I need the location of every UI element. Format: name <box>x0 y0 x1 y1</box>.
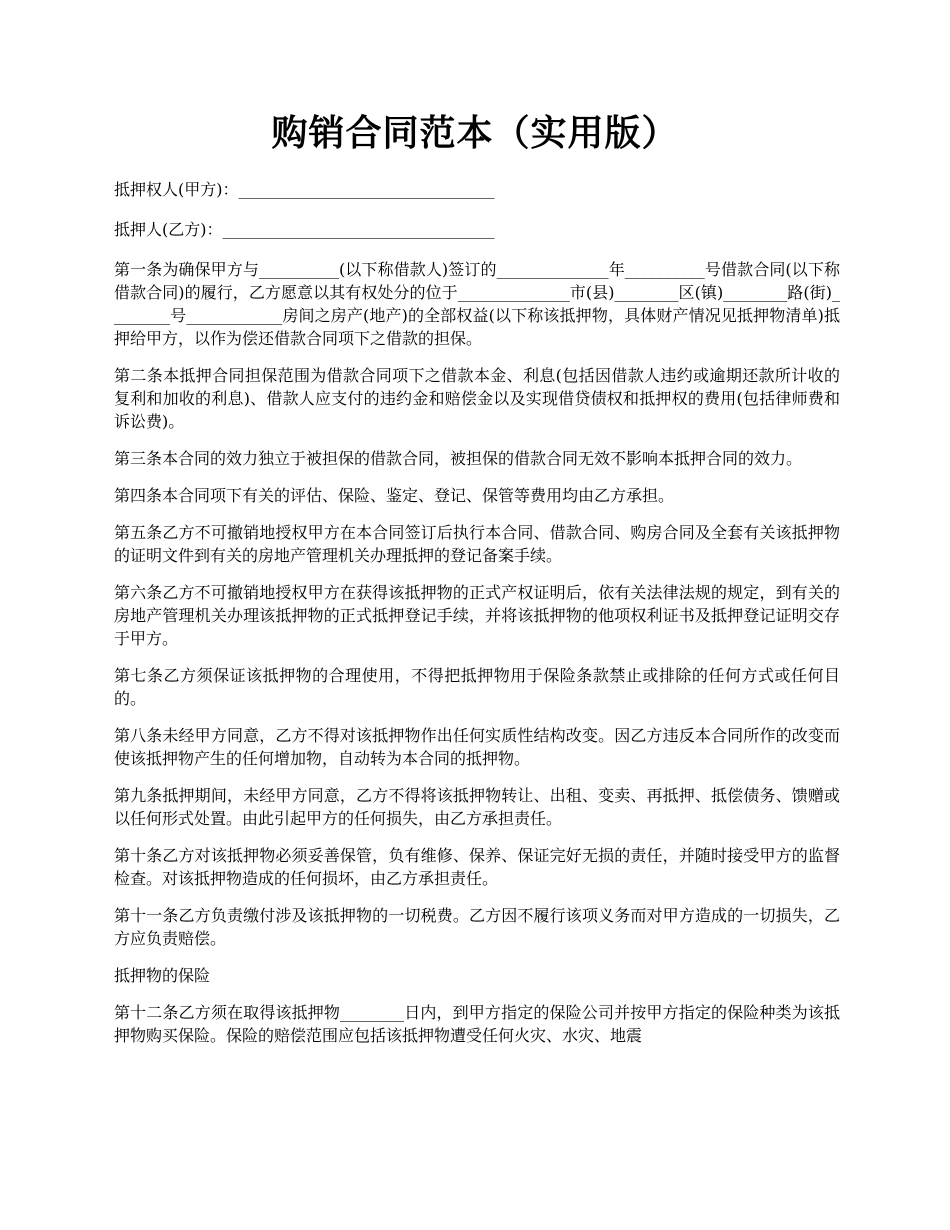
article-11: 第十一条乙方负责缴付涉及该抵押物的一切税费。乙方因不履行该项义务而对甲方造成的一切损失，乙方应负责赔偿。 <box>114 906 840 948</box>
article-10: 第十条乙方对该抵押物必须妥善保管，负有维修、保养、保证完好无损的责任，并随时接受甲方的监督检查。对该抵押物造成的任何损坏，由乙方承担责任。 <box>114 846 840 888</box>
article-7: 第七条乙方须保证该抵押物的合理使用，不得把抵押物用于保险条款禁止或排除的任何方式或任何目的。 <box>114 666 840 708</box>
article-6: 第六条乙方不可撤销地授权甲方在获得该抵押物的正式产权证明后，依有关法律法规的规定，到有关的房地产管理机关办理该抵押物的正式抵押登记手续，并将该抵押物的他项权利证书及抵押登记证明交存于甲方。 <box>114 583 840 648</box>
article-2: 第二条本抵押合同担保范围为借款合同项下之借款本金、利息(包括因借款人违约或逾期还款所计收的复利和加收的利息)、借款人应支付的违约金和赔偿金以及实现借贷债权和抵押权的费用(包括律师费和诉讼费)。 <box>114 366 840 431</box>
article-9: 第九条抵押期间，未经甲方同意，乙方不得将该抵押物转让、出租、变卖、再抵押、抵偿债务、馈赠或以任何形式处置。由此引起甲方的任何损失，由乙方承担责任。 <box>114 786 840 828</box>
article-5: 第五条乙方不可撤销地授权甲方在本合同签订后执行本合同、借款合同、购房合同及全套有关该抵押物的证明文件到有关的房地产管理机关办理抵押的登记备案手续。 <box>114 523 840 565</box>
mortgagor-line: 抵押人(乙方)：__________________________________ <box>114 220 495 239</box>
document-body <box>114 178 840 1061</box>
mortgagee-line: 抵押权人(甲方)：________________________________ <box>114 180 495 199</box>
section-heading-insurance: 抵押物的保险 <box>114 966 211 985</box>
article-4: 第四条本合同项下有关的评估、保险、鉴定、登记、保管等费用均由乙方承担。 <box>114 486 675 505</box>
article-8: 第八条未经甲方同意，乙方不得对该抵押物作出任何实质性结构改变。因乙方违反本合同所作的改变而使该抵押物产生的任何增加物，自动转为本合同的抵押物。 <box>114 726 840 768</box>
document-title: 购销合同范本（实用版） <box>271 113 679 154</box>
article-12: 第十二条乙方须在取得该抵押物________日内，到甲方指定的保险公司并按甲方指定的保险种类为该抵押物购买保险。保险的赔偿范围应包括该抵押物遭受任何火灾、水灾、地震 <box>114 1003 840 1045</box>
article-1: 第一条为确保甲方与__________(以下称借款人)签订的______________年__________号借款合同(以下称借款合同)的履行，乙方愿意以其有权处分的位于______________市(县)________区(镇)________路(街)________号____________房间之房产(地产)的全部权益(以下称该抵押物，具体财产情况见抵押物清单)抵押给甲方，以作为偿还借款合同项下之借款的担保。 <box>114 260 840 348</box>
article-3: 第三条本合同的效力独立于被担保的借款合同，被担保的借款合同无效不影响本抵押合同的效力。 <box>114 449 803 468</box>
